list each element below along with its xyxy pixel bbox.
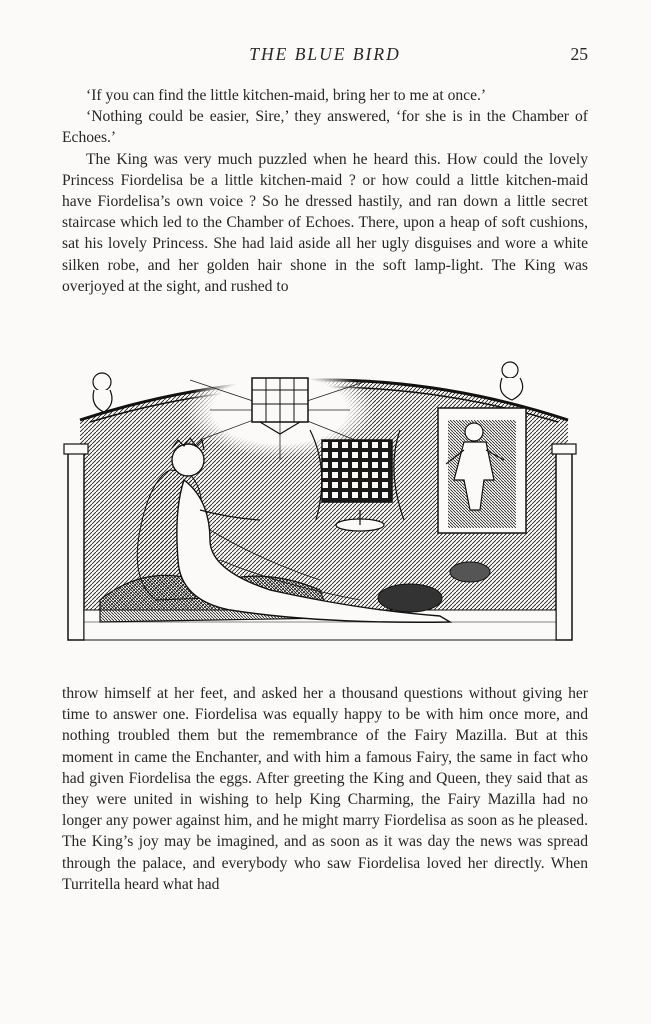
paragraph: throw himself at her feet, and asked her a thousand questions without giving her time to answer one. Fiordelisa was equally happy to be with him once more, and nothing troubled them but the remembrance of the Fairy Mazilla. But at this moment in came the Enchanter, and with him a famous Fairy, the same in fact who had given Fiordelisa the eggs. After greeting the King and Queen, they said that as they were united in wishing to help King Charming, the Fairy Mazilla had no longer any power against him, and he might marry Fiordelisa as soon as he pleased. The King’s joy may be imagined, and as soon as it was day the news was spread through the palace, and everybody who saw Fiordelisa loved her directly. When Turritella heard what had	[62, 685, 588, 893]
text-block-bottom	[62, 683, 588, 895]
paragraph: The King was very much puzzled when he heard this. How could the lovely Princess Fiordelisa be a little kitchen-maid ? or how could a little kitchen-maid have Fiordelisa’s own voice ? So he dressed hastily, and ran down a little secret staircase which led to the Chamber of Echoes. There, upon a heap of soft cushions, sat his lovely Princess. She had laid aside all her ugly disguises and wore a white silken robe, and her golden hair shone in the soft lamp-light. The King was overjoyed at the sight, and rushed to	[62, 150, 588, 295]
text-block-top	[62, 85, 588, 297]
page-number: 25	[570, 44, 588, 64]
paragraph: ‘If you can find the little kitchen-maid, bring her to me at once.’	[86, 87, 487, 104]
running-head	[62, 44, 588, 68]
running-title: THE BLUE BIRD	[249, 44, 401, 64]
paragraph: ‘Nothing could be easier, Sire,’ they answered, ‘for she is in the Chamber of Echoes.’	[62, 108, 588, 147]
illustration-princess-chamber	[60, 360, 588, 656]
